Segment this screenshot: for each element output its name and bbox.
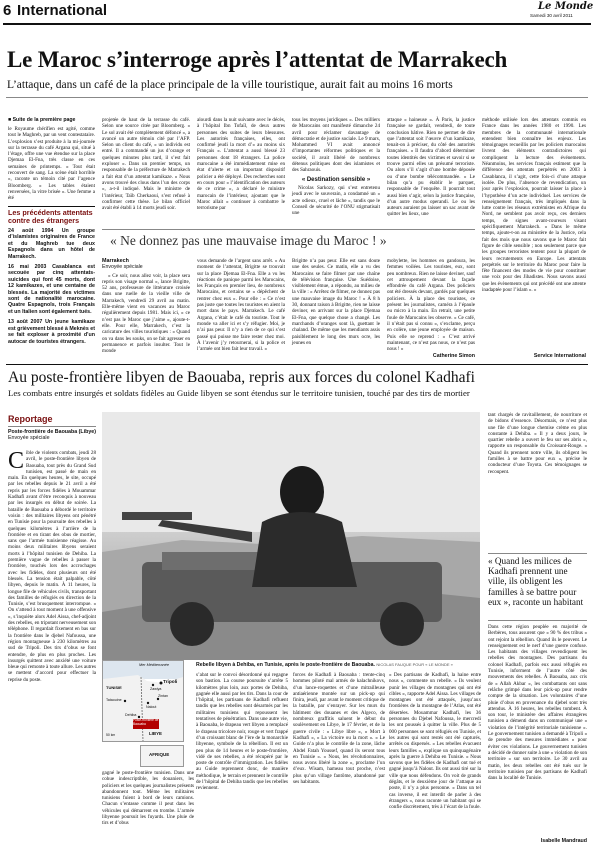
section-title: International <box>17 2 108 19</box>
article2-signature: Isabelle Mandraud <box>540 838 587 844</box>
article1-col3 <box>197 117 285 225</box>
map-highlight-label: Poste-frontière de Baouaba <box>133 718 159 726</box>
page-header <box>0 0 594 24</box>
continued-text: Suite de la première page <box>12 117 76 123</box>
article1-col5-text: attaque « haineuse ». À Paris, la justice française se gardait, vendredi, de toute conclusion hâtive. Rien ne permet de dire que l’attentat soit l’œuvre d’un kamikaze, tenait-on à préciser, du côté des autorités françaises. « Il faudra d’abord déterminer toutes identités des victimes et savoir si se trouve parmi elles un présumé terroriste. Ou alors s’il s’agit d’une bombe déposée ou d’une bombe télécommandée. » Le bilan qu’a pu établir le parquet, responsable de l’enquête. Il pourrait tout aussi bien s’agir, selon la justice française, d’un autre modus operandi. Le ou les auteurs auraient pu laisser un sac avant de quitter les lieux, une <box>387 117 475 218</box>
box-rule <box>8 206 95 207</box>
box-item: 16 mai 2003 Casablanca est secouée par cinq attentats-suicides qui font 45 morts, dont 12 kamikazes, et une centaine de blessés. La majorité des victimes sont de nationalité marocaine. Quatre Espagnols, trois Français et un Italien sont également tués. <box>8 264 95 315</box>
article1-signature: Service International <box>533 353 586 359</box>
article2-location <box>8 429 96 449</box>
pullquote2-text: « Quand les milices de Kadhafi prennent une ville, ils obligent les familles à se battre pour eux », raconte un habitant <box>488 556 584 607</box>
photo-caption <box>196 662 481 668</box>
article2-col1-text: ible de violents combats, jeudi 28 avril, le poste-frontière libyen de Baouaba, tout près du Grand Sud tunisien, est passé de main en main. En quelques heures, le site, occupé par les rebelles depuis le 21 avril a été repris par les forces fidèles à Mouammar Kadhafi avant d’être reconquis à nouveau par les insurgés en début de soirée. La bataille de Baouaba a débordé le territoire voisin : des militaires libyens ont pénétré en Tunisie pour la poursuite des rebelles à quelques kilomètres à l’arrière de la frontière et en tirant des obus de mortier, sans que l’armée tunisienne réagisse. Au moins deux militaires libyens seraient morts à l’hôpital tunisien de Dehiba. La première vague de rebelles à passer la frontière, touchés lors des accrochages avec les fidèles, dont plusieurs ont été blessés. La tension était palpable, côté libyen, depuis le matin. À 11 heures, la longue file de véhicules civils, transportant des familles de réfugiés en direction de la Tunisie, s’est brusquement interrompue. « On s’attend à tout moment à une offensive », s’inquiète alors Adel Aissa, chef-adjoint des rebelles, en tripotant nerveusement son téléphone. Il regardait fixement en bas sur la frontière dans le djebel Nafoussa, une région montagneuse à 230 kilomètres au sud de Tripoli. Des tirs d’obus se font entendre, de plus en plus proches. Les insurgés quittent avec anxiété une voiture bleue qui remonte à toute allure. Les autres se mettent d’accord pour effectuer la reprise du poste. <box>8 450 96 683</box>
article2-col3b-text: gagné le poste-frontière tunisien. Dans une cohue indescriptible, les douaniers, les policiers et les quelques journalistes présents abandonnent tout. Même les militaires tunisiens fuient à bord de leurs camions. Chacun s’entasse comme il peut dans les véhicules qui démarrent en trombe. L’armée libyenne poursuit les fuyards. Une pluie de tirs et d’obus <box>102 770 194 827</box>
pq-col1 <box>102 258 190 358</box>
article1-col4-heading: « Destination sensible » <box>301 176 371 183</box>
article2-col6b-text: Dans cette région peuplée en majorité de Berbères, tous assurent que « 90 % des tribus » ont rejoint la rébellion. Quand ils le peuvent. Le renseignement est le nerf d’une guerre confuse. Les habitants des villages revendiquent les rebelles des montagnes. Des partisans du colonel Kadhafi, parfois eux aussi réfugiés en Tunisie, informent de l’autre côté des mouvements des rebelles. À Baouaba, aux cris de « Allah Akbar », les combattants ont sans relâche grimpé dans leur pick-up pour rendre compte de la situation. Les volontaires d’une pluie d’obus en provenance du djebel sont très attendus. À 16 heures, les rebelles tombent. À son tour, le ministère des affaires étrangères tunisien a démenti dans un communiqué une « violation de l’intégrité territoriale tunisienne ». Le gouvernement tunisien a demandé à Tripoli « de prendre des mesures immédiates » pour éviter ces violations. Le gouvernement tunisien a décidé de donner suite à une « violation de son territoire » sur son territoire. Le 30 avril au matin, les deux rebelles ont été tués sur le territoire tunisien par des partisans de Kadhafi dans la localité de Tunisie. <box>488 624 588 782</box>
article2-col6b <box>488 624 587 834</box>
article1-title: Le Maroc s’interroge après l’attentat de Marrakech <box>7 47 508 72</box>
article2-col6-text: tant chargés de ravitaillement, de nourriture et de bidons d’essence. Désormais, ce n’est plus une file d’une longue chemise crème en plus constante à Dehiba. « Il y a deux jours, le quartier rebelle a ouvert le feu sur ses abris », rapporte un responsable du Croissant-Rouge. « Quand ils prennent notre ville, ils obligent les familles à se battre pour eux », précise le conducteur d’une Toyota. Ces témoignages se recoupent. <box>488 412 587 475</box>
box-list <box>8 228 95 358</box>
map-country-tunisia: TUNISIE <box>106 685 122 690</box>
map-city-tripoli: Tripoli <box>163 680 178 685</box>
pq-signature: Catherine Simon <box>432 353 475 359</box>
map-sea: Mer Méditerranée <box>139 663 169 667</box>
article2-col5-text: « Des partisans de Kadhafi, la haine entre nous », commente un rebelle. « Ils veulent punir les villages de montagnes qui ont été cibles », rapporte Adel Aissa. Les villages de montagnes ont été attaqués, jusqu’aux frontières de la montagne de l’Atlas, ont été désertées. Mouammar Kadhafi, les 36 personnes du Djebel Nafoussa, le mercredi les ont poussés à quitter la ville. Plus de 5 000 personnes se sont réfugiés en Tunisie, et les autres qui sont restés ont été capturés, arrêtés ou dispersés. « Les rebelles évacuent leurs familles », explique un quinquagénaire après la guerre à Dehiba en Tunisie. « Nous savons que les fidèles de Kadhafi ont tué et gagné jusqu’à Nalout. Ils ont aussi tiré sur la ville que nous défendons. On voit de grands dégâts, et le deuxième jour de l’attaque au poste, il n’y a plus personne. » Dans un tel cas inverse, il est interdit de parler à des étrangers », nous raconte un habitant qui se confie discrètement, très à l’écart de la foule. <box>389 672 481 811</box>
pullquote2 <box>488 556 587 607</box>
article2-photo <box>102 412 480 660</box>
article1-col4-text: tous les moyens juridiques ». Des milliers de Marocains ont manifesté dimanche 24 avril pour réclamer davantage de démocratie et de justice sociale. Le 9 mars, Mohammed VI avait annoncé d’importantes réformes politiques et la société, il avait libéré de nombreux détenus politiques dont des islamistes et des Sahraouis. <box>292 117 380 174</box>
article2-rubric: Reportage <box>8 414 53 424</box>
pullquote2-rule-bottom <box>488 620 587 621</box>
map-city-zawiya: Zawiya <box>150 687 162 691</box>
article1-col6-text: méthode utilisée lors des attentats commis en France dans les années 1980 et 1990. Les membres de la communauté internationale entendent bien connaître les enjeux. Les témoignages recueillis par les policiers marocains livrent des éléments contradictoires qui compliquent la lecture des événements. Néanmoins, les services français estiment que la différence des attentats perpétrés en 2003 à Casablanca, il s’agit, cette fois-ci d’une attaque isolée. De plus, l’absence de revendication, un jour après l’explosion, pourrait laisser la place à l’hypothèse d’un acte individuel. Les services de renseignement français, très impliqués dans la lutte contre les réseaux extrémistes en Afrique du Nord, ne semblent pas avoir reçu, ces derniers temps, de signes avant-coureurs visant spécifiquement Marrakech. « Dans le même temps, ajoute-t-on au ministère de la Justice, cela fait des mois que nous savons que le Maroc fait figure de cible sensible ; non seulement parce que les groupes terroristes tentent pour la plupart de leurs recrutements en Europe. Les attentats perpétrés sur le territoire du Maroc pour faire la fête financent des modes de vie pour constituer une voix pour des Jihadistes. Nous savons aussi que les évènements qui ont précédé ont une attente inadaptée pour l’islam ». » <box>482 117 586 294</box>
dropcap: C <box>8 448 25 474</box>
pq-col3 <box>292 258 380 358</box>
map-inset-label: AFRIQUE <box>149 752 170 757</box>
photo-credit: NICOLAS FAUQUE POUR « LE MONDE » <box>376 662 453 667</box>
photo-illustration <box>102 412 480 660</box>
pullquote-title: « Ne donnez pas une mauvaise image du Maroc ! » <box>110 233 387 248</box>
article1-col2 <box>102 117 190 225</box>
map-scale: 50 km <box>106 733 116 737</box>
article1-col5 <box>387 117 475 225</box>
article2-envoy: Envoyée spéciale <box>8 435 50 442</box>
article1-subtitle: L’attaque, dans un café de la place principale de la ville touristique, aurait fait au moins 16 morts <box>7 79 453 91</box>
article1-col1 <box>8 126 95 204</box>
article2-col5 <box>389 672 481 845</box>
map-country-libya: LIBYE <box>149 731 162 736</box>
article2-title: Au poste-frontière libyen de Baouaba, repris aux forces du colonel Kadhafi <box>8 369 475 386</box>
pq-col4-text: mobylette, les hommes en gandoura, les femmes voilées. Les touristes, eux, sont peu nombreux. Rien ne laisse deviner, sauf cet attroupement devant la façade effondrée du café Argana. Des policiers ont été dressés devant, gardés par quelques policiers. À la place des touristes, ce présent les journalistes, caméra à l’épaule ou micro à la main. En retrait, une petite foule de Marocains les observe. « Ce café, il n’était pas si connu », s’exclame, perçu en colère, une jeune employée de maison. Puis elle se reprend : « C’est arrivé maintenant, ce n’est pas nous, ce n’est pas nous ! » <box>387 258 475 353</box>
box-item: 13 août 2007 Un jeune kamikaze est grièvement blessé à Meknès et se fait exploser à proximité d’un autocar de touristes étrangers. <box>8 319 95 345</box>
article1-rule <box>6 97 588 98</box>
map-city-nalout: Nalout <box>146 705 157 709</box>
pq-col1-text: « Ce soir, nous allez voir, la place sera repris son visage normal », lance Brigitte, 52 ans, professeure de littérature croisée dans une ruelle de la vieille ville de Marrakech, vendredi 29 avril au matin. Elle-même vient en vacances au Maroc régulièrement depuis 1981. Mais ici, « ce n’est pas le Maroc que j’aime », ajoute-t-elle. Pour elle, Marrakech, c’est la caricature des villes touristiques : « Quand on va dans les souks, on se fait agresser en permanence et parfois insulter. Tout le monde <box>102 272 190 355</box>
map-city-tataouine: Tataouine <box>106 698 122 702</box>
article2-subtitle: Les combats entre insurgés et soldats fidèles au Guide libyen se sont étendus sur le territoire tunisien, touché par des tirs de mortier <box>8 388 470 398</box>
pq-col4 <box>387 258 475 354</box>
article2-col6 <box>488 412 587 552</box>
box-item: 24 août 1994 Un groupe d’islamistes originaires de France et du Maghreb tue deux Espagnols dans un hôtel de Marrakech. <box>8 228 95 260</box>
map-graphic <box>102 660 184 742</box>
map-city-dehiba: Dehiba <box>125 713 137 717</box>
article2-col3-text: s’abat sur le convoi désordonné qui regagne son bastion. La course poursuite s’arrête 5 kilomètres plus loin, aux portes de Dehiba, gagnée elle aussi par les tirs. Dans la cour de l’hôpital, les partisans de Kadhafi refluent tandis que les rebelles sont désarmés par les militaires tunisiens qui repoussent les tentatives de pénétration. Dans une autre vie, à Baouaba, le drapeau vert libyen a remplacé le drapeau tricolore noir, rouge et vert frappé d’un croissant blanc de l’ère de la monarchie libyenne, symbole de la rébellion. Il est un peu plus de 14 heures et le poste-frontière, vidé de ses rebelles, a été récupéré par le poste de contrôle d’immigration. Les fidèles au Guide reprennent donc, de manière méthodique, le terrain et prennent le contrôle de l’hôpital de Dehiba tandis que les rebelles reviennent. <box>196 672 288 792</box>
map-inset <box>140 745 184 767</box>
article1-col3-text: alourdi dans la nuit suivante avec le décès, à l’hôpital Ibn Tofaïl, de deux autres personnes des suites de leurs blessures. Les autorités françaises, elles, ont confirmé jeudi la mort d’« au moins six Français ». L’attentat a aussi blessé 23 personnes dont 18 étrangers. La police marocaine a été immédiatement mise en état d’alerte et un important dispositif policier a été déployé. Des recherches sont en cours pour « l’identification des auteurs de ce crime », a déclaré le ministre marocain de l’intérieur, ajoutant que le Maroc allait « continuer à combattre le terrorisme par <box>197 117 285 212</box>
article2-col4 <box>293 672 385 845</box>
map-city-zintan: Zintan <box>158 694 168 698</box>
article2-rule <box>6 364 588 365</box>
rubric-rule <box>8 426 96 427</box>
header-rule <box>3 23 591 25</box>
pq-col2-text: vous demande de l’argent sans arrêt. » Au moment de l’attentat, Brigitte se trouvait sur la place Djemaa El-Fna. Elle a vu les réactions de panique parmi les Marocains, les Français en premier lieu, de nombreux Marocains, et certains se « dépêchent de rentrer chez eux ». Pour elle : « Ce n’est pas juste que toutes les touristes en aient la mort dans le pays. Marrakech. Le café Argana, c’était le café du touriste. Tout le monde va aller ici et s’y réfugier. Moi, je n’ai pas peur. Il n’y a rien de ce qui s’est passé qui puisse me faire rester chez moi. À l’avenir j’y retournerai, si la police et l’armée ont bien fait leur travail. » <box>197 258 285 353</box>
pq-location: Marrakech <box>102 258 129 264</box>
article2-col1 <box>8 450 96 845</box>
pq-envoy: Envoyée spéciale <box>102 264 143 271</box>
article1-col6 <box>482 117 586 357</box>
page-date: Samedi 30 avril 2011 <box>530 13 573 18</box>
masthead: Le Monde <box>538 1 594 12</box>
article1-col4 <box>292 117 380 225</box>
article1-col2-text: projetée de haut de la terrasse du café. Selon une source citée par Bloomberg. « Le sol avait été complètement défoncé », a avancé un autre témoin cité par l’AFP. Selon un client du café, « un individu est entré. Il a commandé un jus d’orange et quelques minutes plus tard, il s’est fait exploser ». Dans un premier temps, un responsable de la préfecture de Marrakech a fait état d’un attentat kamikaze. « Nous avons trouvé des clous dans l’un des corps », a-t-il indiqué. Mais le ministre de l’intérieur, Taïb Cherkaoui, s’est refusé à confirmer cette thèse. Le bilan officiel avait été établi à 14 morts jeudi soir. <box>102 117 190 212</box>
article2-location-text: Poste-frontière de Baouaba (Libye) <box>8 429 97 435</box>
article2-col3b <box>102 770 194 845</box>
pq-col2 <box>197 258 285 358</box>
article1-col1-text: le Royaume chérifien est agité, comme tout le Maghreb, par un vent contestataire. L’explosion s’est produite à la mi-journée sur la terrasse du café Argana qui, situé à l’étage, offre une vue étendue sur la place Djemaa El-Fna, très classe en ces semaines de printemps. « Tout était recouvert de sang. La scène était horrible », raconte un témoin cité par l’agence Bloomberg. « Les tables étaient renversées, la vitre brisée ». Une femme a été <box>8 126 95 202</box>
page-number: 6 <box>3 2 12 19</box>
box-title: Les précédents attentats contre des étrangers <box>8 208 93 225</box>
pullquote2-rule-top <box>488 553 587 554</box>
article2-col3 <box>196 672 288 792</box>
article2-col4-text: forces de Kadhafi à Baouaba : trente-cinq hommes piloté mal armés de kalachnikovs, d’un lance-roquettes et d’une mitrailleuse antiaérienne montée sur un pick-up qui finira, jeudi, par avant le moment critique de la bataille, par s’enrayer. Sur les murs du bâtiment des douanes et des Algeco, de nombreux graffitis saluent le début du soulèvement en Libye, le 17 février, et de la guerre civile : « Libye libre », « Mort à Kadhafi », « La victoire ou la mort ». « Le Guide n’a plus le contrôle de la zone, lâche Abdel Fatah Youssef, quand ils seront tous en Tunisie ». « Nous, les révolutionnaires, nous avons libéré la zone », proclame l’un d’eux. Wisam, hameau tout proche, n’est plus qu’un village fantôme, abandonné par ses habitants. <box>293 672 385 786</box>
article1-col4-text2: Nicolas Sarkozy, qui s’est entretenu jeudi avec le souverain, a condamné un « acte odieux, cruel et lâche », tandis que le Conseil de sécurité de l’ONU stigmatisait une <box>292 184 380 217</box>
continued-label: ■ Suite de la première page <box>8 117 76 123</box>
pq-col3-text: Brigitte n’a pas peur. Elle est sans doute une des seules. Ce matin, elle a vu des Marocains se faire filmer par une chaîne de télévision française. Une Suédoise, visiblement émue, a répondu, au milieu de la ville : « Arrêtez de filmer, ne donnez pas une mauvaise image du Maroc ! » À 8 h 30, donnant raison à Brigitte, rien ne laisse deviner, en arrivant sur la place Djemaa El-Fna, que quelque chose a changé. Les marchands d’oranges sont là, guettant le chaland. De même que les mendiants assis paisiblement le long des murs ocre, les jeunes en <box>292 258 380 346</box>
photo-caption-text: Rebelle libyen à Dehiba, en Tunisie, après le poste-frontière de Baouaba. <box>196 662 375 668</box>
pullquote-rule-top <box>102 229 475 230</box>
